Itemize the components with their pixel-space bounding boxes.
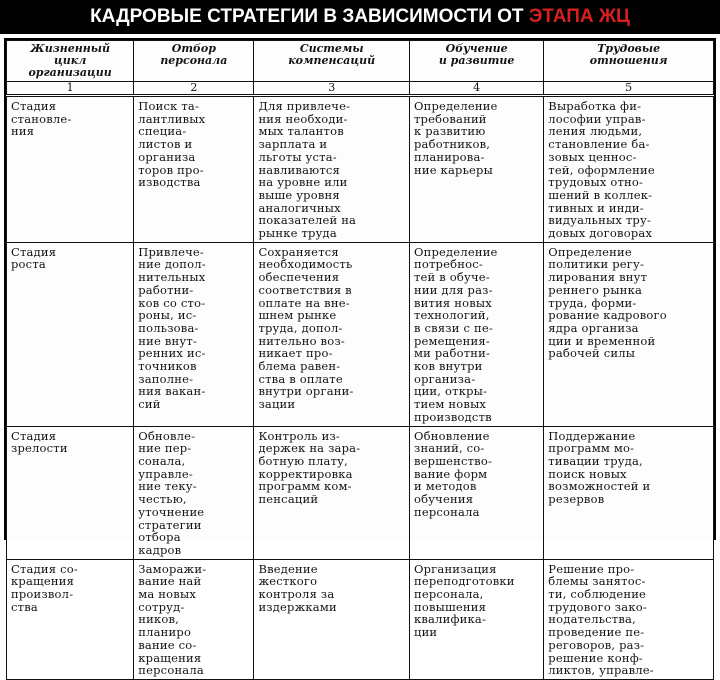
header-row — [7, 41, 714, 82]
column-number: 5 — [544, 82, 714, 96]
column-number: 4 — [409, 82, 543, 96]
title-main: КАДРОВЫЕ СТРАТЕГИИ В ЗАВИСИМОСТИ ОТ — [90, 6, 524, 27]
table-row — [7, 559, 714, 679]
compensation-cell: Для привлече- ния необходи- мых талантов зарплата и льготы уста- навливаются на уровне или выше уровня аналогичных показателей на рынке труда — [254, 96, 410, 243]
table-row — [7, 426, 714, 559]
header-training: Обучение и развитие — [409, 41, 543, 82]
header-selection: Отбор персонала — [134, 41, 254, 82]
selection-cell: Поиск та- лантливых специа- листов и организа торов про- изводства — [134, 96, 254, 243]
strategy-table — [6, 40, 714, 680]
table-row — [7, 242, 714, 426]
column-number-row — [7, 82, 714, 96]
column-number: 1 — [7, 82, 134, 96]
compensation-cell: Контроль из- держек на зара- ботную плату, корректировка программ ком- пенсаций — [254, 426, 410, 559]
column-number: 2 — [134, 82, 254, 96]
stage-cell: Стадия зрелости — [7, 426, 134, 559]
header-compensation: Системы компенсаций — [254, 41, 410, 82]
column-number: 3 — [254, 82, 410, 96]
relations-cell: Определение политики регу- лирования внут реннего рынка труда, форми- рование кадрового ядра организа ции и временной рабочей силы — [544, 242, 714, 426]
selection-cell: Привлече- ние допол- нительных работни- ков со сто- роны, ис- пользова- ние внут- ренних ис- точников заполне- ния вакан- сий — [134, 242, 254, 426]
title-bar — [0, 0, 720, 34]
compensation-cell: Введение жесткого контроля за издержками — [254, 559, 410, 679]
slide-title — [0, 0, 720, 34]
table-row — [7, 96, 714, 243]
relations-cell: Решение про- блемы занятос- ти, соблюдение трудового зако- нодательства, проведение пе- реговоров, раз- решение конф- ликтов, управле- — [544, 559, 714, 679]
stage-cell: Стадия со- кращения произвол- ства — [7, 559, 134, 679]
compensation-cell: Сохраняется необходимость обеспечения соответствия в оплате на вне- шнем рынке труда, допол- нительно воз- никает про- блема равен- ства в оплате внутри органи- зации — [254, 242, 410, 426]
title-accent: ЭТАПА ЖЦ — [528, 6, 630, 27]
training-cell: Организация переподготовки персонала, повышения квалифика- ции — [409, 559, 543, 679]
scanned-table-sheet — [4, 38, 716, 678]
stage-cell: Стадия становле- ния — [7, 96, 134, 243]
training-cell: Обновление знаний, со- вершенство- вание форм и методов обучения персонала — [409, 426, 543, 559]
selection-cell: Заморажи- вание най ма новых сотруд- ников, планиро вание со- кращения персонала — [134, 559, 254, 679]
selection-cell: Обновле- ние пер- сонала, управле- ние теку- честью, уточнение стратегии отбора кадров — [134, 426, 254, 559]
header-relations: Трудовые отношения — [544, 41, 714, 82]
relations-cell: Поддержание программ мо- тивации труда, поиск новых возможностей и резервов — [544, 426, 714, 559]
header-lifecycle: Жизненный цикл организации — [7, 41, 134, 82]
training-cell: Определение требований к развитию работников, планирова- ние карьеры — [409, 96, 543, 243]
stage-cell: Стадия роста — [7, 242, 134, 426]
training-cell: Определение потребнос- тей в обуче- нии для раз- вития новых технологий, в связи с пе- ремещения- ми работни- ков внутри организа- ции, откры- тием новых производств — [409, 242, 543, 426]
relations-cell: Выработка фи- лософии управ- ления людьми, становление ба- зовых ценнос- тей, оформление трудовых отно- шений в коллек- тивных и инди- видуальных тру- довых договорах — [544, 96, 714, 243]
